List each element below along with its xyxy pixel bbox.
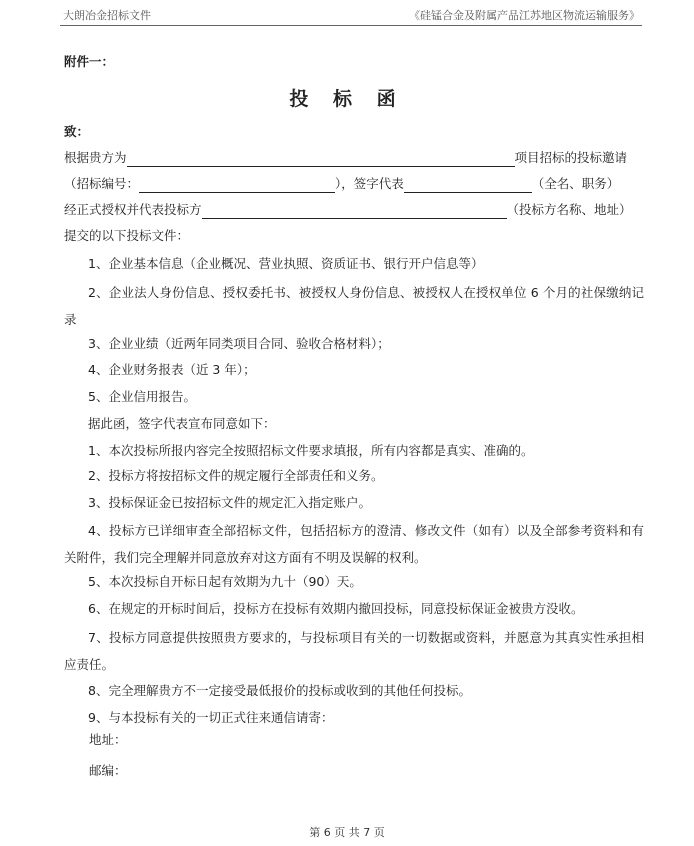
bid-number-blank[interactable] — [139, 178, 335, 193]
address-label: 地址： — [89, 732, 127, 747]
file-item-4: 4、企业财务报表（近 3 年）； — [88, 362, 256, 377]
form-line-2 — [64, 175, 619, 193]
line2-prefix: （招标编号： — [64, 176, 140, 191]
line3-prefix: 经正式授权并代表投标方 — [64, 202, 202, 217]
header-right: 《硅锰合金及附属产品江苏地区物流运输服务》 — [409, 9, 640, 22]
page-footer: 第 6 页 共 7 页 — [309, 826, 385, 839]
page-title: 投 标 函 — [289, 88, 405, 110]
declaration-5: 5、本次投标自开标日起有效期为九十（90）天。 — [88, 574, 362, 589]
file-item-5: 5、企业信用报告。 — [88, 389, 196, 404]
signatory-blank[interactable] — [404, 178, 532, 193]
to-label: 致： — [64, 124, 90, 139]
form-line-3 — [64, 201, 632, 219]
form-line-4: 提交的以下投标文件： — [64, 228, 190, 243]
line1-prefix: 根据贵方为 — [64, 150, 127, 165]
declaration-intro: 据此函，签字代表宣布同意如下： — [88, 416, 276, 431]
line1-suffix: 项目招标的投标邀请 — [514, 150, 628, 165]
line3-suffix: （投标方名称、地址） — [506, 202, 632, 217]
header-left: 大朗冶金招标文件 — [63, 9, 151, 22]
line2-suffix: （全名、职务） — [531, 176, 620, 191]
declaration-3: 3、投标保证金已按招标文件的规定汇入指定账户。 — [88, 495, 371, 510]
declaration-2: 2、投标方将按招标文件的规定履行全部责任和义务。 — [88, 468, 384, 483]
bidder-blank[interactable] — [202, 204, 507, 219]
declaration-7: 7、投标方同意提供按照贵方要求的，与投标项目有关的一切数据或资料，并愿意为其真实性承担相应责任。 — [64, 630, 644, 672]
declaration-1: 1、本次投标所报内容完全按照招标文件要求填报，所有内容都是真实、准确的。 — [88, 443, 534, 458]
file-item-2: 2、企业法人身份信息、授权委托书、被授权人身份信息、被授权人在授权单位 6 个月的社保缴纳记录 — [64, 285, 644, 327]
form-line-1 — [64, 149, 627, 167]
postcode-label: 邮编： — [89, 763, 127, 778]
declaration-6: 6、在规定的开标时间后，投标方在投标有效期内撤回投标，同意投标保证金被贵方没收。 — [88, 601, 584, 616]
file-item-1: 1、企业基本信息（企业概况、营业执照、资质证书、银行开户信息等） — [88, 256, 484, 271]
file-item-3: 3、企业业绩（近两年同类项目合同、验收合格材料）； — [88, 336, 390, 351]
declaration-9: 9、与本投标有关的一切正式往来通信请寄： — [88, 710, 334, 725]
header-divider — [60, 25, 642, 26]
declaration-4: 4、投标方已详细审查全部招标文件，包括招标方的澄清、修改文件（如有）以及全部参考资料和有关附件，我们完全理解并同意放弃对这方面有不明及误解的权利。 — [64, 523, 644, 565]
attachment-label: 附件一： — [64, 54, 115, 69]
declaration-8: 8、完全理解贵方不一定接受最低报价的投标或收到的其他任何投标。 — [88, 683, 471, 698]
line2-mid: ），签字代表 — [335, 176, 404, 191]
project-name-blank[interactable] — [127, 152, 515, 167]
